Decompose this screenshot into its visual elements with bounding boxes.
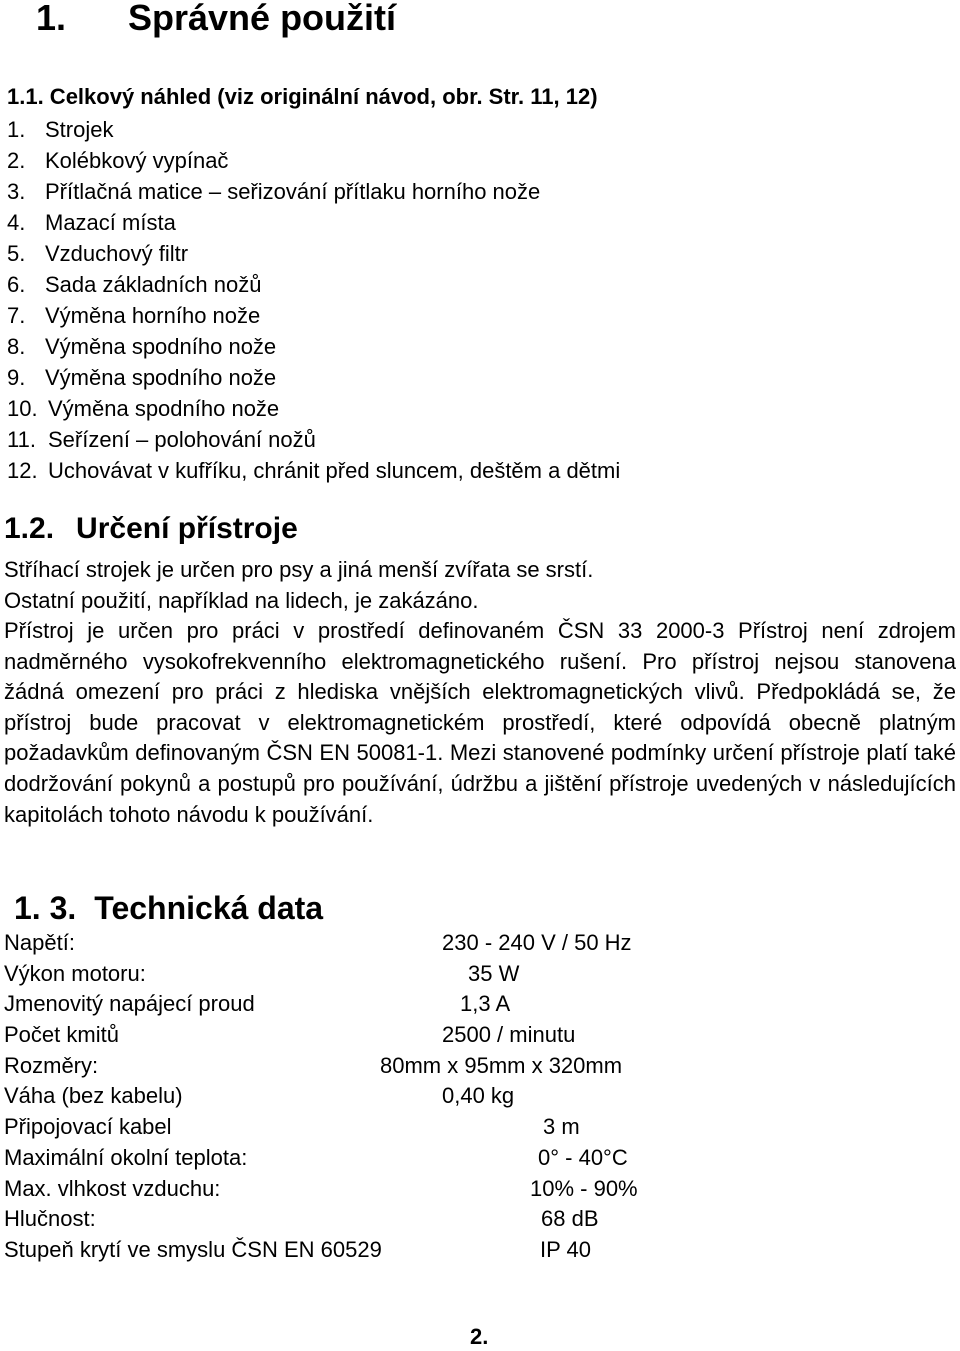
spec-value: 0,40 kg — [442, 1083, 515, 1109]
item-number: 2. — [7, 148, 26, 173]
item-text: Přítlačná matice – seřizování přítlaku horního nože — [45, 179, 541, 204]
purpose-paragraph: Přístroj je určen pro práci v prostředí definovaném ČSN 33 2000-3 Přístroj není zdrojem nadměrného vysokofrekvenního elektromagnetického rušení. Pro přístroj nejsou stanovena žádná omezení pro práci z hlediska vnějších elektromagnetických vlivů. Předpokládá se, že přístroj bude pracovat v elektromagnetickém prostředí, které odpovídá obecně platným požadavkům definovaným ČSN EN 50081-1. Mezi stanovené podmínky určení přístroje platí také dodržování pokynů a postupů pro používání, údržbu a jištění přístroje uvedených v následujících kapitolách tohoto návodu k používání. — [4, 618, 956, 827]
spec-value: IP 40 — [540, 1236, 591, 1262]
item-text: Kolébkový vypínač — [45, 148, 229, 173]
table-row — [4, 1143, 944, 1174]
technical-table — [4, 928, 944, 1266]
spec-value: 80mm x 95mm x 320mm — [380, 1052, 623, 1078]
page-number: 2. — [470, 1324, 489, 1349]
table-row — [4, 1051, 944, 1082]
table-row — [4, 1174, 944, 1205]
table-row — [4, 1081, 944, 1112]
spec-value: 1,3 A — [460, 991, 511, 1017]
technical-heading — [14, 890, 323, 926]
table-row — [4, 989, 944, 1020]
item-number: 9. — [7, 365, 26, 390]
table-row — [4, 1204, 944, 1235]
table-row — [4, 1020, 944, 1051]
spec-label: Max. vlhkost vzduchu: — [4, 1175, 221, 1201]
spec-value: 2500 / minutu — [442, 1022, 576, 1048]
spec-label: Stupeň krytí ve smyslu ČSN EN 60529 — [4, 1236, 382, 1262]
table-row — [4, 959, 944, 990]
purpose-line: Ostatní použití, například na lidech, je zakázáno. — [4, 587, 479, 613]
item-number: 8. — [7, 334, 26, 359]
spec-value: 35 W — [468, 960, 520, 986]
item-text: Uchovávat v kufříku, chránit před sluncem, deštěm a dětmi — [48, 458, 621, 483]
table-row — [4, 1235, 944, 1266]
spec-label: Rozměry: — [4, 1052, 99, 1078]
spec-label: Počet kmitů — [4, 1022, 119, 1048]
spec-label: Jmenovitý napájecí proud — [4, 991, 255, 1017]
section-heading — [36, 0, 396, 38]
item-number: 11. — [7, 427, 36, 452]
item-text: Sada základních nožů — [45, 272, 262, 297]
item-text: Mazací místa — [45, 210, 176, 235]
spec-value: 0° - 40°C — [538, 1144, 628, 1170]
item-text: Vzduchový filtr — [45, 241, 189, 266]
item-text: Výměna spodního nože — [45, 365, 277, 390]
spec-label: Hlučnost: — [4, 1206, 96, 1232]
item-number: 5. — [7, 241, 26, 266]
section-title: Správné použití — [128, 0, 397, 38]
item-number: 3. — [7, 179, 26, 204]
technical-title: Technická data — [94, 890, 324, 926]
spec-label: Maximální okolní teplota: — [4, 1144, 248, 1170]
item-number: 6. — [7, 272, 26, 297]
purpose-intro — [4, 555, 956, 616]
item-text: Výměna spodního nože — [45, 334, 277, 359]
spec-value: 3 m — [543, 1114, 580, 1140]
item-number: 7. — [7, 303, 26, 328]
section-number: 1. — [36, 0, 67, 38]
spec-value: 10% - 90% — [530, 1175, 638, 1201]
spec-label: Váha (bez kabelu) — [4, 1083, 183, 1109]
spec-label: Výkon motoru: — [4, 960, 146, 986]
technical-number: 1. 3. — [14, 890, 77, 926]
purpose-heading — [4, 512, 298, 546]
spec-value: 68 dB — [541, 1206, 599, 1232]
purpose-line: Stříhací strojek je určen pro psy a jiná menší zvířata se srstí. — [4, 557, 594, 582]
item-number: 12. — [7, 458, 38, 483]
item-number: 4. — [7, 210, 26, 235]
purpose-number: 1.2. — [4, 512, 55, 545]
item-number: 1. — [7, 117, 26, 142]
table-row — [4, 1112, 944, 1143]
purpose-title: Určení přístroje — [76, 512, 298, 545]
table-row — [4, 928, 944, 959]
item-number: 10. — [7, 396, 38, 421]
spec-value: 230 - 240 V / 50 Hz — [442, 930, 632, 955]
spec-label: Napětí: — [4, 930, 75, 955]
item-text: Výměna horního nože — [45, 303, 261, 328]
item-text: Strojek — [45, 117, 114, 142]
item-text: Výměna spodního nože — [48, 396, 280, 421]
spec-label: Připojovací kabel — [4, 1114, 172, 1140]
overview-title: 1.1. Celkový náhled (viz originální návod, obr. Str. 11, 12) — [7, 84, 598, 109]
item-text: Seřízení – polohování nožů — [48, 427, 316, 452]
